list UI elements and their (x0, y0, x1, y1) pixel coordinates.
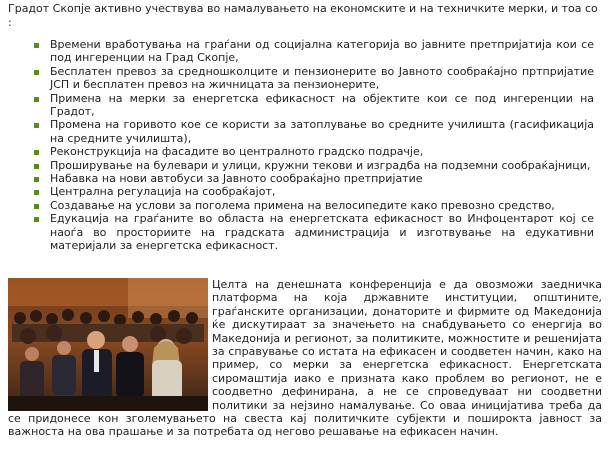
list-item-text: Создавање на услови за поголема примена на велосипедите како превозно средство, (50, 198, 555, 212)
list-item (0, 38, 600, 65)
list-item-text: Бесплатен превоз за средношколците и пензионерите во Јавното сообраќајно пртпријатие ЈСП и бесплатен превоз на жичницата за пензионерите, (50, 64, 594, 92)
list-item-text: Едукација на граѓаните во областа на енергетската ефикасност во Инфоцентарот кој се наоѓа во просториите на градската администрација и изготвување на едукативни материјали за енергетска ефикасност. (50, 212, 594, 253)
list-item (0, 65, 600, 92)
conference-audience-image (8, 278, 208, 411)
list-item-text: Набавка на нови автобуси за Јавното сообраќајно претпријатие (50, 172, 423, 186)
list-item-text: Примена на мерки за енергетска ефикасност на објектите кои се под ингеренции на Градот, (50, 91, 594, 119)
list-item-text: Проширување на булевари и улици, кружни текови и изградба на подземни сообраќајници, (50, 158, 591, 172)
bullet-icon (34, 97, 39, 102)
bullet-icon (34, 123, 39, 128)
list-item (0, 172, 600, 185)
list-item (0, 212, 600, 252)
list-item-text: Промена на горивото кое се користи за затоплување во средните училишта (гасификација на средните училишта), (50, 118, 594, 145)
list-item-text: Реконструкција на фасадите во централното градско подрачје, (50, 145, 424, 159)
list-item (0, 185, 600, 198)
list-item-text: Времени вработувања на граѓани од социјална категорија во јавните претпријатија кои се под ингеренции на Град Скопје, (50, 38, 594, 65)
list-item (0, 145, 600, 158)
bullet-icon (34, 150, 39, 155)
list-item (0, 159, 600, 172)
bullet-icon (34, 190, 39, 195)
list-item (0, 118, 600, 145)
list-item (0, 199, 600, 212)
article-paragraph: Целта на денешната конференција е да овозможи заедничка платформа на која државните институции, општините, граѓанските организации, донаторите и фирмите од Македонија ќе дискутираат за значењето на снабдувањето со енергија во Македонија и регионот, за политиките, можностите и решенијата за справување со истата на ефикасен и соодветен начин, како на пример, со мерки за енергетска ефикасност. Енергетската сиромаштија иако е призната како проблем во регионот, не е соодветно дефинирана, а не се спроведуваат ни соодветни политики за нејзино намалување. Со оваа иницијатива треба да се придонесе кон зголемувањето на свеста кај политичките субјекти и поширокта јавност за важноста на ова прашање и за потребата од негово решавање на ефикасен начин. (8, 278, 602, 439)
conference-photo (8, 278, 208, 411)
list-item-text: Централна регулација на сообраќајот, (50, 185, 276, 199)
bullet-icon (34, 204, 39, 209)
bullet-icon (34, 217, 39, 222)
bullet-icon (34, 177, 39, 182)
bullet-icon (34, 70, 39, 75)
list-item (0, 92, 600, 119)
intro-paragraph: Градот Скопје активно учествува во намалувањето на економските и на техничките мерки, и тоа со : (8, 2, 598, 29)
bullet-icon (34, 164, 39, 169)
bullet-icon (34, 43, 39, 48)
article-section (8, 278, 602, 439)
measures-list (0, 38, 600, 253)
